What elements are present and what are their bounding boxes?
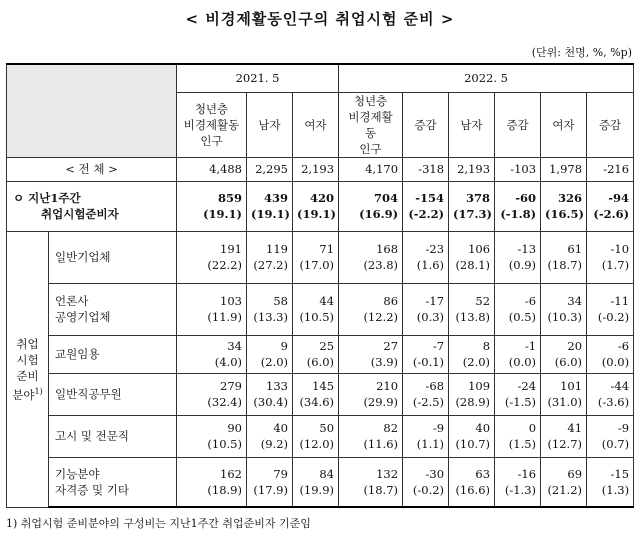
header-youth-2021: 청년층 비경제활동 인구 — [177, 92, 247, 157]
cell: 162 (18.9) — [177, 457, 247, 507]
cell: 378 (17.3) — [449, 181, 495, 231]
table-row-category — [7, 373, 634, 415]
cell: -103 — [495, 157, 541, 181]
header-male-2021: 남자 — [247, 92, 293, 157]
cell: -318 — [403, 157, 449, 181]
cell: -30 (-0.2) — [403, 457, 449, 507]
cell: -1 (0.0) — [495, 335, 541, 373]
header-year-2022: 2022. 5 — [339, 64, 634, 92]
cell: 2,193 — [293, 157, 339, 181]
cell: -94 (-2.6) — [587, 181, 634, 231]
cell: 41 (12.7) — [541, 415, 587, 457]
cell: 420 (19.1) — [293, 181, 339, 231]
cell: -13 (0.9) — [495, 231, 541, 283]
cell: 82 (11.6) — [339, 415, 403, 457]
cell: 0 (1.5) — [495, 415, 541, 457]
cell: -17 (0.3) — [403, 283, 449, 335]
cell: 40 (9.2) — [247, 415, 293, 457]
cell: 20 (6.0) — [541, 335, 587, 373]
cell: 52 (13.8) — [449, 283, 495, 335]
cell: 2,193 — [449, 157, 495, 181]
category-name: 교원임용 — [49, 335, 177, 373]
cell: 69 (21.2) — [541, 457, 587, 507]
header-youth-2022: 청년층 비경제활동 인구 — [339, 92, 403, 157]
cell: -9 (0.7) — [587, 415, 634, 457]
cell: -23 (1.6) — [403, 231, 449, 283]
table-row-category — [7, 457, 634, 507]
cell: 1,978 — [541, 157, 587, 181]
header-corner — [7, 64, 177, 157]
cell: 44 (10.5) — [293, 283, 339, 335]
cell: -6 (0.5) — [495, 283, 541, 335]
cell: 50 (12.0) — [293, 415, 339, 457]
cell: 106 (28.1) — [449, 231, 495, 283]
header-change-male: 증감 — [495, 92, 541, 157]
header-change-total: 증감 — [403, 92, 449, 157]
cell: 71 (17.0) — [293, 231, 339, 283]
cell: -9 (1.1) — [403, 415, 449, 457]
cell: 9 (2.0) — [247, 335, 293, 373]
cell: 4,488 — [177, 157, 247, 181]
cell: 25 (6.0) — [293, 335, 339, 373]
cell: -154 (-2.2) — [403, 181, 449, 231]
cell: 145 (34.6) — [293, 373, 339, 415]
cell: -24 (-1.5) — [495, 373, 541, 415]
cell: 168 (23.8) — [339, 231, 403, 283]
cell: 859 (19.1) — [177, 181, 247, 231]
category-name: 일반기업체 — [49, 231, 177, 283]
cell: -10 (1.7) — [587, 231, 634, 283]
cell: -44 (-3.6) — [587, 373, 634, 415]
row-label-total: < 전 체 > — [7, 157, 177, 181]
cell: 119 (27.2) — [247, 231, 293, 283]
header-male-2022: 남자 — [449, 92, 495, 157]
cell: 439 (19.1) — [247, 181, 293, 231]
category-name: 고시 및 전문직 — [49, 415, 177, 457]
table-row-total — [7, 157, 634, 181]
cell: 326 (16.5) — [541, 181, 587, 231]
cell: 27 (3.9) — [339, 335, 403, 373]
cell: 34 (4.0) — [177, 335, 247, 373]
cell: 279 (32.4) — [177, 373, 247, 415]
cell: 132 (18.7) — [339, 457, 403, 507]
header-female-2022: 여자 — [541, 92, 587, 157]
cell: 8 (2.0) — [449, 335, 495, 373]
cell: 101 (31.0) — [541, 373, 587, 415]
table-row-category — [7, 415, 634, 457]
cell: 2,295 — [247, 157, 293, 181]
cell: -15 (1.3) — [587, 457, 634, 507]
footnote: 1) 취업시험 준비분야의 구성비는 지난1주간 취업준비자 기준임 — [6, 517, 311, 530]
cell: 103 (11.9) — [177, 283, 247, 335]
cell: 79 (17.9) — [247, 457, 293, 507]
cell: 133 (30.4) — [247, 373, 293, 415]
unit-note: (단위: 천명, %, %p) — [531, 46, 632, 59]
cell: 86 (12.2) — [339, 283, 403, 335]
category-name: 언론사 공영기업체 — [49, 283, 177, 335]
cell: 61 (18.7) — [541, 231, 587, 283]
header-female-2021: 여자 — [293, 92, 339, 157]
cell: 4,170 — [339, 157, 403, 181]
cell: 191 (22.2) — [177, 231, 247, 283]
table-row-category — [7, 283, 634, 335]
cell: 210 (29.9) — [339, 373, 403, 415]
cell: 109 (28.9) — [449, 373, 495, 415]
table-row-category — [7, 335, 634, 373]
header-year-2021: 2021. 5 — [177, 64, 339, 92]
table-row-exam-prep — [7, 181, 634, 231]
exam-prep-table — [6, 63, 634, 508]
cell: -68 (-2.5) — [403, 373, 449, 415]
category-group-label: 취업 시험 준비 분야$^{1)}$ — [7, 231, 49, 507]
cell: -216 — [587, 157, 634, 181]
cell: -7 (-0.1) — [403, 335, 449, 373]
cell: 704 (16.9) — [339, 181, 403, 231]
cell: -60 (-1.8) — [495, 181, 541, 231]
cell: -11 (-0.2) — [587, 283, 634, 335]
page-title: < 비경제활동인구의 취업시험 준비 > — [185, 10, 455, 28]
cell: 34 (10.3) — [541, 283, 587, 335]
table-row-category — [7, 231, 634, 283]
cell: 84 (19.9) — [293, 457, 339, 507]
cell: 58 (13.3) — [247, 283, 293, 335]
category-name: 일반직공무원 — [49, 373, 177, 415]
cell: 90 (10.5) — [177, 415, 247, 457]
row-label-exam-prep: ㅇ 지난1주간 취업시험준비자 — [7, 181, 177, 231]
cell: 63 (16.6) — [449, 457, 495, 507]
category-name: 기능분야 자격증 및 기타 — [49, 457, 177, 507]
cell: -6 (0.0) — [587, 335, 634, 373]
cell: -16 (-1.3) — [495, 457, 541, 507]
cell: 40 (10.7) — [449, 415, 495, 457]
header-change-female: 증감 — [587, 92, 634, 157]
